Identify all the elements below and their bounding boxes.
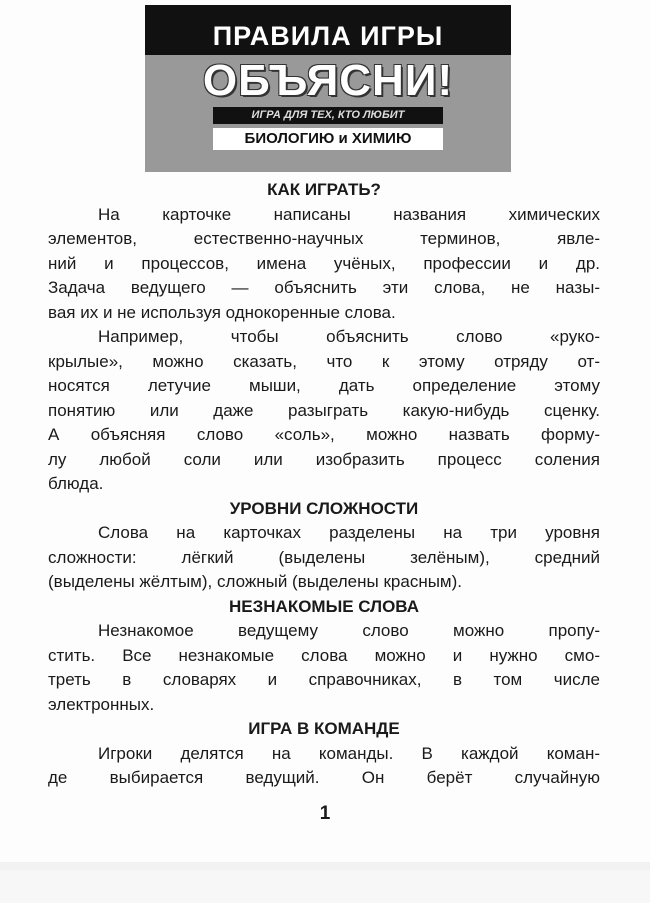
text-line: Например, чтобы объяснить слово «руко- [98, 327, 600, 346]
text-line: (выделены жёлтым), сложный (выделены красным). [48, 572, 462, 591]
text-line: лу любой соли или изобразить процесс соления [48, 449, 600, 469]
text-line: А объясняя слово «соль», можно назвать форму- [48, 425, 600, 444]
text-line: ний и процессов, имена учёных, профессии и др. [48, 253, 600, 273]
section-heading: КАК ИГРАТЬ? [267, 180, 381, 199]
page-gap [0, 870, 650, 903]
game-subjects: БИОЛОГИЮ и ХИМИЮ [213, 128, 443, 150]
section-heading: НЕЗНАКОМЫЕ СЛОВА [229, 596, 419, 616]
text-line: элементов, естественно-научных терминов, явле- [48, 229, 600, 248]
text-line: вая их и не используя однокоренные слова. [48, 302, 396, 322]
text-line: Слова на карточках разделены на три уровня [98, 523, 600, 542]
text-line: де выбирается ведущий. Он берёт случайную [48, 768, 600, 787]
text-line: сложности: лёгкий (выделены зелёным), средний [48, 547, 600, 567]
text-line: Незнакомое ведущему слово можно пропу- [98, 621, 600, 640]
rules-title: ПРАВИЛА ИГРЫ [145, 5, 511, 55]
game-subtitle: ИГРА ДЛЯ ТЕХ, КТО ЛЮБИТ [213, 107, 443, 124]
text-line: стить. Все незнакомые слова можно и нужно смо- [48, 645, 600, 665]
text-line: понятию или даже разыграть какую-нибудь сценку. [48, 400, 600, 420]
game-cover-banner [145, 5, 511, 172]
text-line: Игроки делятся на команды. В каждой коман- [98, 743, 600, 763]
text-line: Задача ведущего — объяснить эти слова, не назы- [48, 278, 600, 297]
text-line: блюда. [48, 474, 104, 493]
section-heading: ИГРА В КОМАНДЕ [248, 719, 400, 738]
text-line: носятся летучие мыши, дать определение этому [48, 376, 600, 395]
text-line: крылые», можно сказать, что к этому отряду от- [48, 351, 600, 371]
rules-text [48, 178, 600, 791]
text-line: электронных. [48, 694, 155, 714]
text-line: треть в словарях и справочниках, в том числе [48, 670, 600, 689]
section-heading: УРОВНИ СЛОЖНОСТИ [229, 498, 419, 518]
game-title: ОБЪЯСНИ! [202, 56, 454, 105]
text-line: На карточке написаны названия химических [98, 204, 600, 224]
page-number: 1 [319, 803, 331, 824]
